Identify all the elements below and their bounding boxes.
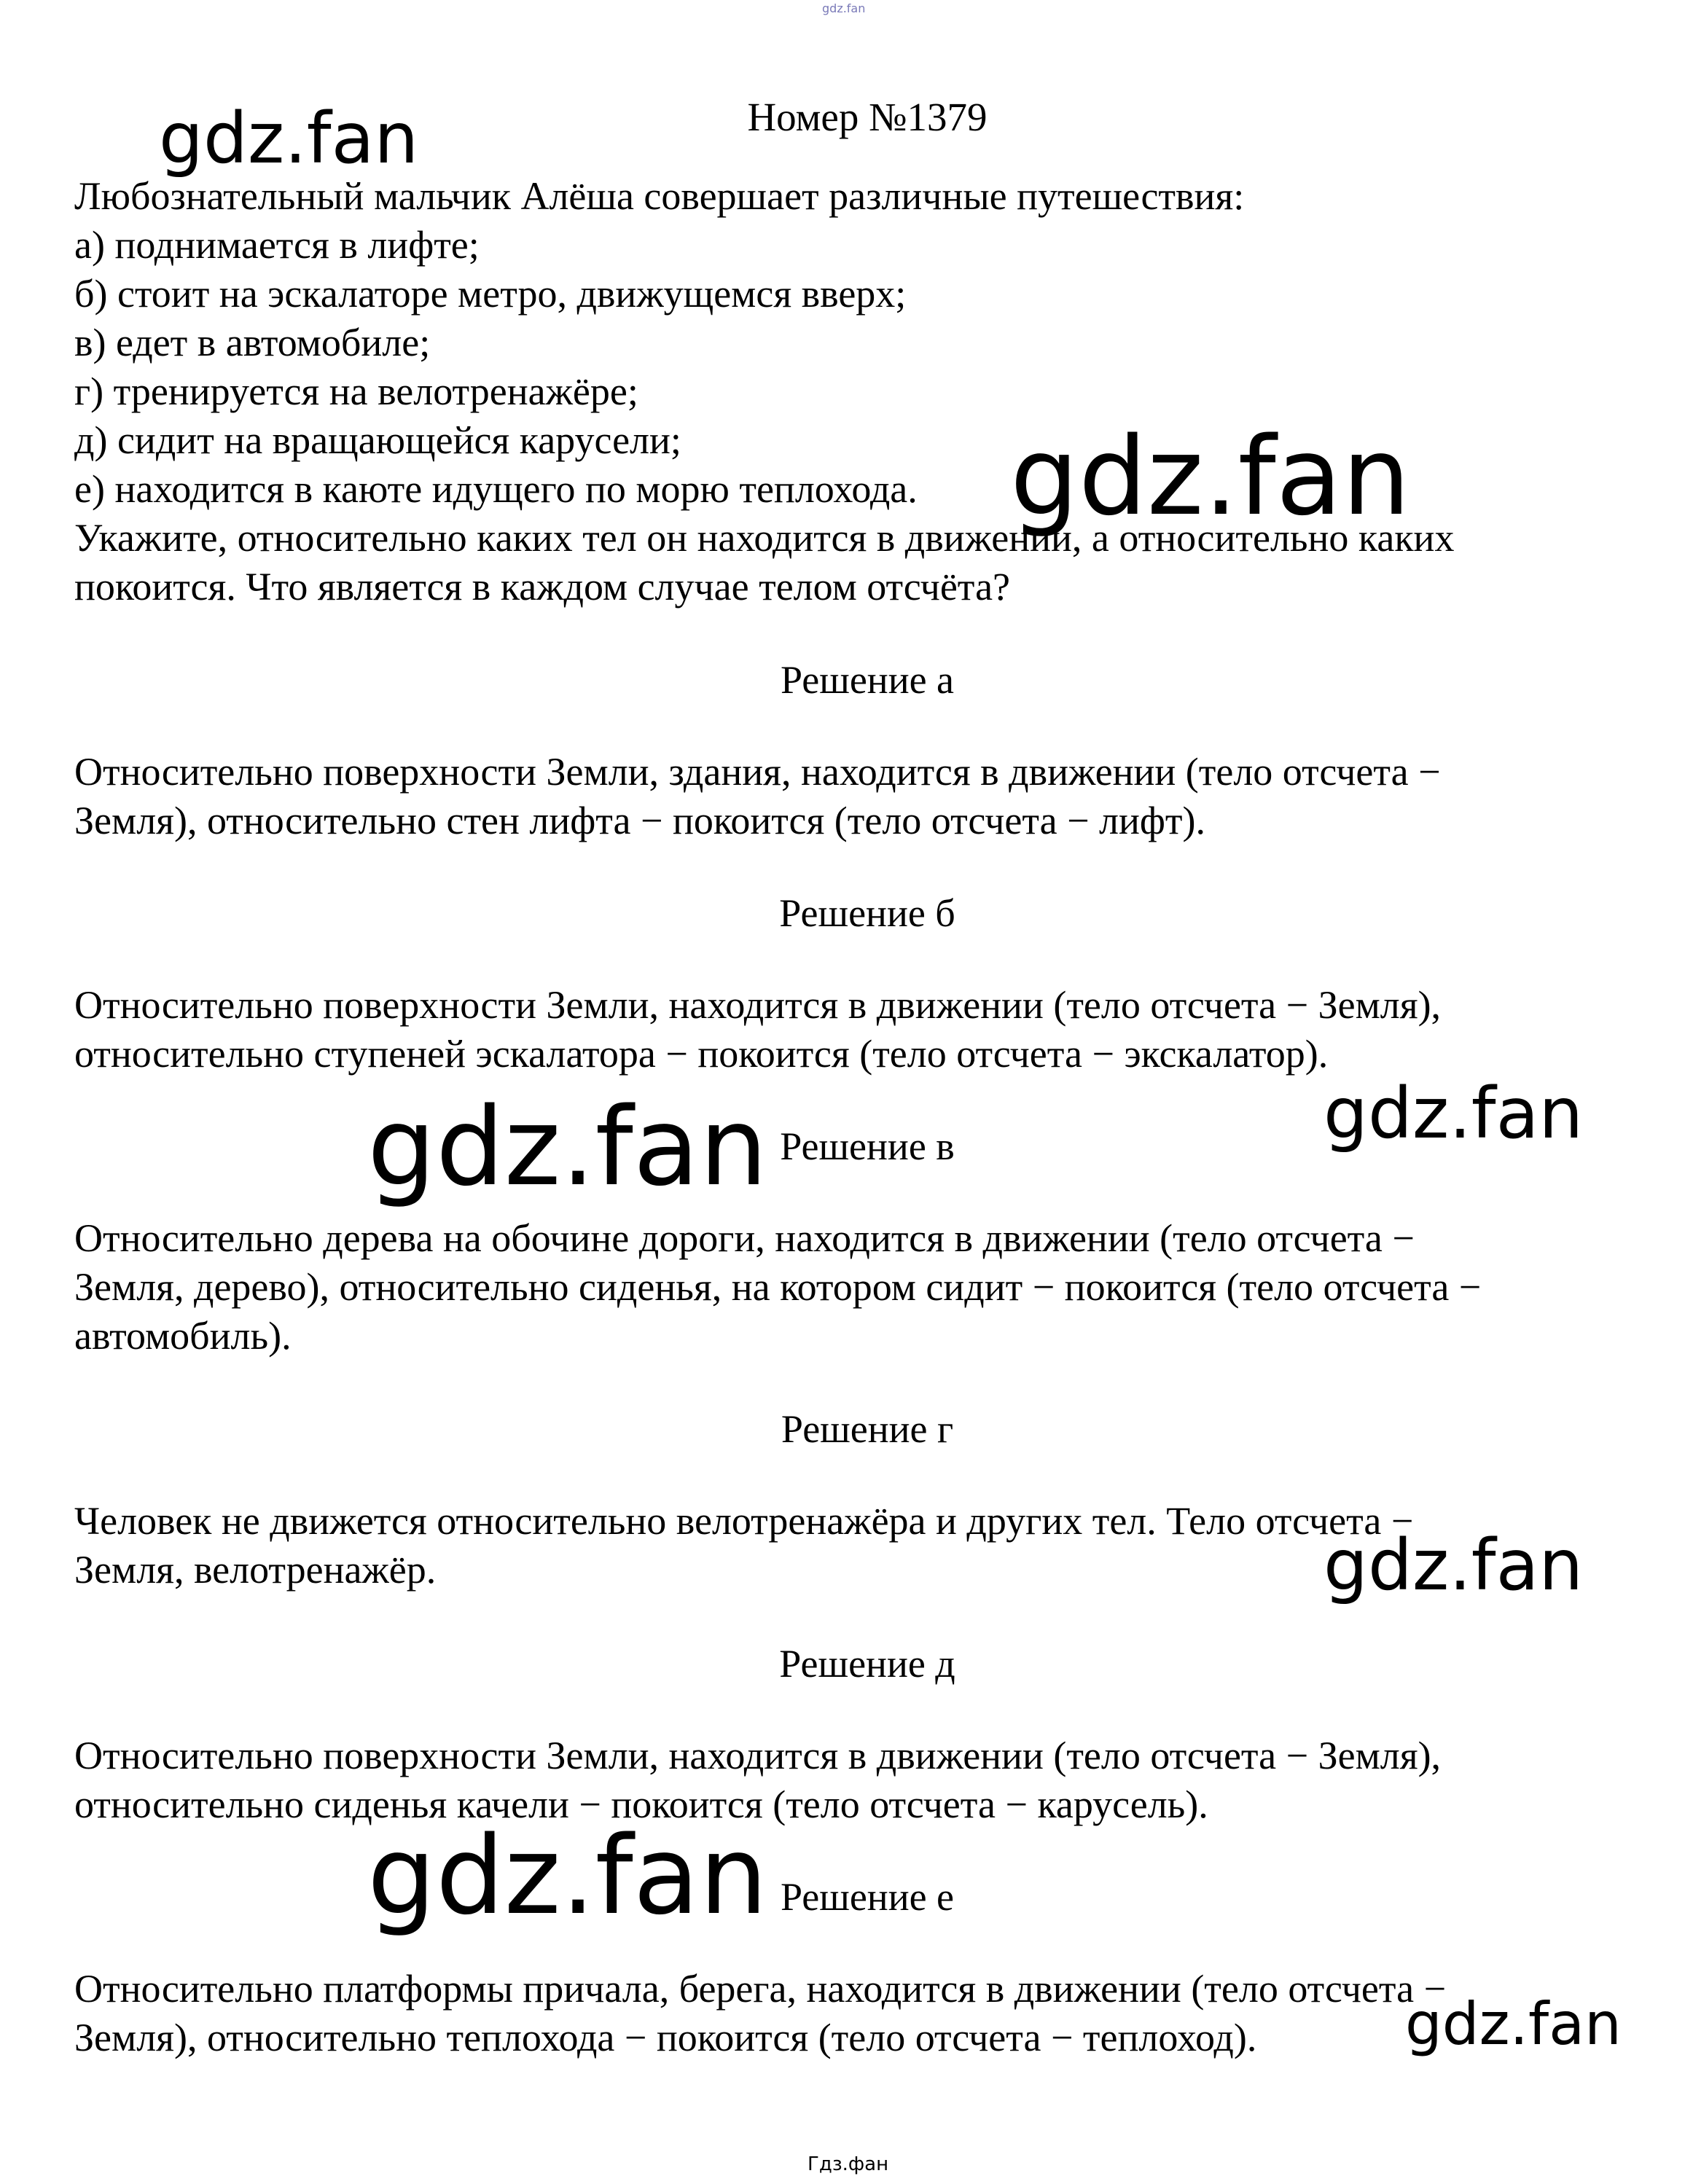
task-line: покоится. Что является в каждом случае телом отсчёта?: [74, 565, 1011, 608]
solution-line: относительно ступеней эскалатора − покоится (тело отсчета − экскалатор).: [74, 1032, 1329, 1076]
solution-heading-a: Решение а: [780, 658, 955, 702]
solution-text-d: [74, 1731, 1670, 1829]
solution-line: относительно сиденья качели − покоится (тело отсчета − карусель).: [74, 1782, 1208, 1826]
bottom-site-mark: Гдз.фан: [808, 2153, 889, 2175]
watermark: gdz.fan: [1405, 1990, 1622, 2058]
page-title: Номер №1379: [747, 95, 988, 139]
watermark: gdz.fan: [1010, 414, 1411, 539]
solution-line: автомобиль).: [74, 1314, 292, 1358]
solution-heading-e: Решение е: [780, 1875, 955, 1919]
watermark: gdz.fan: [367, 1084, 768, 1210]
task-line: Любознательный мальчик Алёша совершает различные путешествия:: [74, 174, 1245, 218]
watermark: gdz.fan: [159, 98, 419, 179]
task-line: д) сидит на вращающейся карусели;: [74, 418, 681, 462]
solution-text-b: [74, 981, 1670, 1079]
watermark: gdz.fan: [1323, 1073, 1584, 1154]
solution-text-v: [74, 1214, 1670, 1361]
solution-line: Относительно поверхности Земли, здания, находится в движении (тело отсчета −: [74, 750, 1441, 794]
watermark: gdz.fan: [367, 1813, 768, 1938]
solution-heading-g: Решение г: [781, 1407, 954, 1451]
solution-text-a: [74, 748, 1670, 845]
solution-line: Относительно платформы причала, берега, находится в движении (тело отсчета −: [74, 1967, 1447, 2011]
solution-line: Относительно поверхности Земли, находится в движении (тело отсчета − Земля),: [74, 983, 1442, 1027]
solution-line: Земля), относительно стен лифта − покоится (тело отсчета − лифт).: [74, 799, 1205, 842]
solution-line: Земля, велотренажёр.: [74, 1548, 437, 1592]
solution-heading-d: Решение д: [779, 1642, 955, 1686]
solution-line: Человек не движется относительно велотренажёра и других тел. Тело отсчета −: [74, 1499, 1414, 1543]
task-line: Укажите, относительно каких тел он находится в движении, а относительно каких: [74, 516, 1455, 560]
task-line: г) тренируется на велотренажёре;: [74, 369, 638, 413]
solution-line: Земля, дерево), относительно сиденья, на котором сидит − покоится (тело отсчета −: [74, 1265, 1482, 1309]
solution-line: Относительно поверхности Земли, находится в движении (тело отсчета − Земля),: [74, 1734, 1442, 1777]
task-line: е) находится в каюте идущего по морю теплохода.: [74, 467, 918, 511]
solution-heading-b: Решение б: [779, 891, 955, 935]
watermark: gdz.fan: [1323, 1525, 1584, 1606]
solution-line: Земля), относительно теплохода − покоится (тело отсчета − теплоход).: [74, 2016, 1257, 2059]
task-line: а) поднимается в лифте;: [74, 223, 480, 267]
task-line: в) едет в автомобиле;: [74, 321, 431, 364]
solution-heading-v: Решение в: [780, 1124, 955, 1168]
solution-line: Относительно дерева на обочине дороги, находится в движении (тело отсчета −: [74, 1216, 1415, 1260]
task-text: [74, 172, 1670, 611]
task-line: б) стоит на эскалаторе метро, движущемся вверх;: [74, 272, 907, 316]
top-site-mark: gdz.fan: [822, 1, 866, 15]
